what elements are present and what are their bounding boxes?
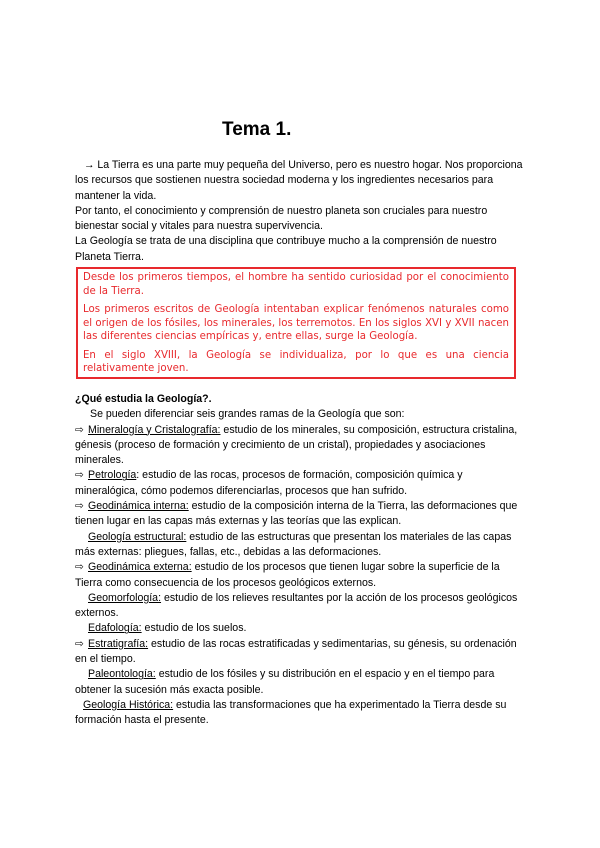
intro-paragraph-2: Por tanto, el conocimiento y comprensión de nuestro planeta son cruciales para nuestro bienestar social y vitales para nuestra supervivencia. xyxy=(75,204,488,233)
arrow-icon: ⇨ xyxy=(75,561,84,574)
branch-text: estudia las transformaciones que ha experimentado la Tierra desde su formación hasta el presente. xyxy=(75,698,507,727)
arrow-icon: ⇨ xyxy=(75,500,84,513)
arrow-right-icon: → xyxy=(83,159,95,171)
branch-item xyxy=(75,637,525,668)
intro-paragraph-1: → La Tierra es una parte muy pequeña del Universo, pero es nuestro hogar. Nos proporciona los recursos que sostienen nuestra sociedad moderna y los ingredientes necesarios para mantener la vida. xyxy=(75,159,523,202)
arrow-icon: ⇨ xyxy=(75,423,84,436)
arrow-icon: ⇨ xyxy=(75,637,84,650)
branch-item xyxy=(75,423,525,469)
branch-term: Edafología: xyxy=(88,622,142,635)
branch-item xyxy=(75,667,525,698)
branch-item xyxy=(75,621,525,636)
history-paragraph-3: En el siglo XVIII, la Geología se individualiza, por lo que es una ciencia relativamente joven. xyxy=(83,349,509,374)
branch-text: estudio de las rocas estratificadas y sedimentarias, su génesis, su ordenación en el tiempo. xyxy=(75,637,517,666)
arrow-icon: ⇨ xyxy=(75,469,84,482)
branch-text: estudio de los minerales, su composición, estructura cristalina, génesis (proceso de formación y crecimiento de un cristal), propiedades y asociaciones minerales. xyxy=(75,423,518,467)
branch-item xyxy=(75,591,525,622)
branch-term: Geodinámica interna: xyxy=(88,500,189,513)
branch-text: estudio de los procesos que tienen lugar sobre la superficie de la Tierra como consecuencia de los procesos geológicos externos. xyxy=(75,561,500,589)
branch-text: estudio de los suelos. xyxy=(141,622,247,635)
branch-text: estudio de las estructuras que presentan los materiales de las capas más externas: pliegues, fallas, etc., debidas a las deformaciones. xyxy=(75,530,512,558)
branch-term: Geomorfología: xyxy=(88,591,162,604)
history-paragraph-1: Desde los primeros tiempos, el hombre ha sentido curiosidad por el conocimiento de la Tierra. xyxy=(83,272,509,297)
branches-section xyxy=(75,392,525,729)
branch-term: Paleontología: xyxy=(88,668,156,681)
intro-section xyxy=(75,158,525,265)
intro-paragraph-3: La Geología se trata de una disciplina que contribuye mucho a la comprensión de nuestro Planeta Tierra. xyxy=(75,235,497,263)
branch-term: Mineralogía y Cristalografía: xyxy=(88,423,221,436)
branch-item xyxy=(75,698,525,729)
branch-text: estudio de la composición interna de la Tierra, las deformaciones que tienen lugar en las capas más externas y las teorías que las explican. xyxy=(75,500,518,528)
branch-term: Geodinámica externa: xyxy=(88,561,192,574)
branch-item xyxy=(75,530,525,561)
history-paragraph-2: Los primeros escritos de Geología intentaban explicar fenómenos naturales como el origen de los fósiles, los minerales, los terremotos. En los siglos XVI y XVII nacen las diferentes ciencias empíricas y, entre ellas, surge la Geología. xyxy=(83,304,509,342)
branch-text: : estudio de las rocas, procesos de formación, composición química y mineralógica, cómo podemos diferenciarlas, procesos que han sufrido. xyxy=(75,469,463,497)
section-heading: ¿Qué estudia la Geología?. xyxy=(75,393,212,405)
section-intro: Se pueden diferenciar seis grandes ramas de la Geología que son: xyxy=(90,408,405,421)
branch-text: estudio de los fósiles y su distribución en el espacio y en el tiempo para obtener la sucesión más exacta posible. xyxy=(75,668,495,696)
branch-term: Geología estructural: xyxy=(88,530,187,543)
branch-item xyxy=(75,560,525,591)
branch-term: Petrología xyxy=(88,469,137,482)
page-title: Tema 1. xyxy=(222,119,292,140)
branch-term: Geología Histórica: xyxy=(83,698,174,711)
branch-term: Estratigrafía: xyxy=(88,637,149,650)
history-box xyxy=(76,267,516,379)
branch-item xyxy=(75,499,525,530)
branch-text: estudio de los relieves resultantes por la acción de los procesos geológicos externos. xyxy=(75,591,518,620)
branch-item xyxy=(75,468,525,499)
